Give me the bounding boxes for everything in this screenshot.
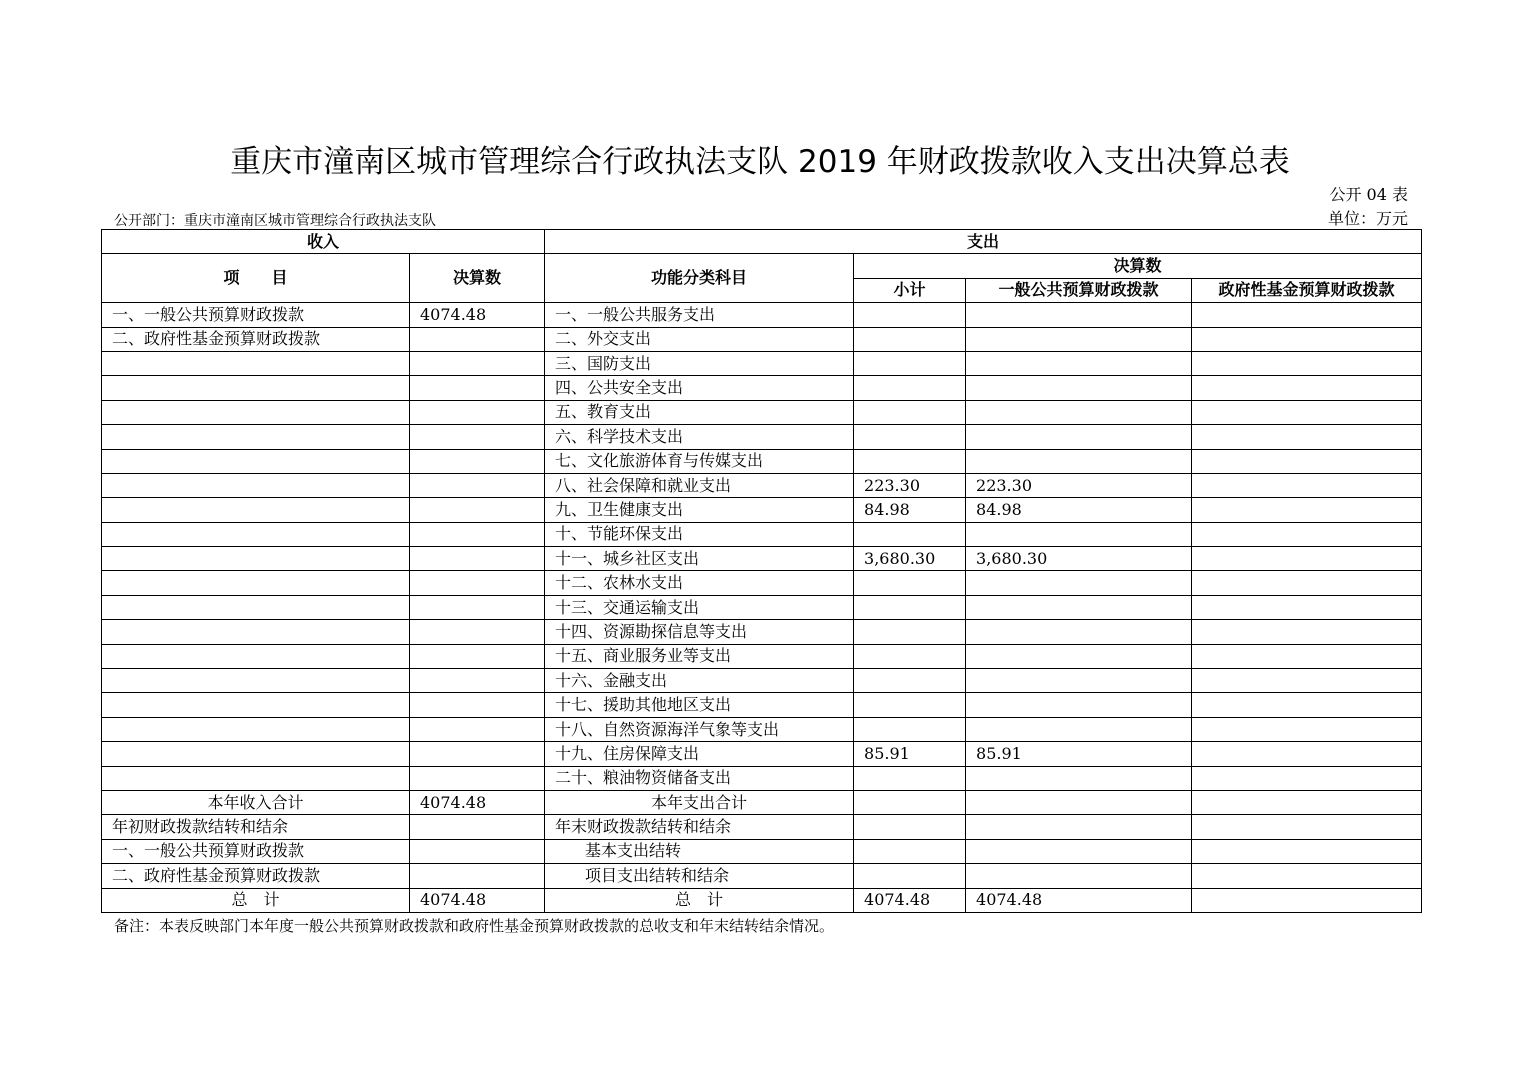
gov-fund-cell [1192,717,1422,741]
subtotal-cell [854,644,966,668]
general-budget-header: 一般公共预算财政拨款 [966,278,1192,302]
page-title: 重庆市潼南区城市管理综合行政执法支队 2019 年财政拨款收入支出决算总表 [230,144,1290,180]
table-row [102,742,1422,766]
function-category-cell: 十六、金融支出 [545,669,854,693]
table-row [102,473,1422,497]
function-category-cell: 三、国防支出 [545,351,854,375]
table-row [102,717,1422,741]
table-row [102,327,1422,351]
income-total-label: 本年收入合计 [102,790,410,814]
general-budget-cell [966,669,1192,693]
carry-begin-label: 年初财政拨款结转和结余 [102,815,410,839]
general-budget-cell [966,595,1192,619]
income-total-value: 4074.48 [410,790,545,814]
income-amount-cell [410,717,545,741]
begin-general-label: 一、一般公共预算财政拨款 [102,839,410,863]
gov-fund-cell [1192,571,1422,595]
table-row [102,425,1422,449]
income-amount-header: 决算数 [410,254,545,303]
table-row [102,815,1422,839]
budget-table [101,229,1422,913]
general-budget-cell: 223.30 [966,473,1192,497]
income-item-cell [102,717,410,741]
table-row [102,693,1422,717]
income-amount-cell [410,644,545,668]
function-category-cell: 二、外交支出 [545,327,854,351]
general-budget-cell [966,376,1192,400]
general-budget-cell: 85.91 [966,742,1192,766]
function-category-cell: 二十、粮油物资储备支出 [545,766,854,790]
income-amount-cell [410,693,545,717]
function-category-cell: 一、一般公共服务支出 [545,303,854,327]
table-row [102,888,1422,912]
gov-fund-cell [1192,595,1422,619]
general-budget-cell [966,766,1192,790]
subtotal-cell [854,717,966,741]
table-row [102,571,1422,595]
gov-fund-cell [1192,766,1422,790]
income-item-cell [102,766,410,790]
income-item-cell [102,473,410,497]
function-category-cell: 十八、自然资源海洋气象等支出 [545,717,854,741]
grand-total-expense-label: 总 计 [545,888,854,912]
general-budget-cell [966,620,1192,644]
subtotal-cell: 85.91 [854,742,966,766]
subtotal-cell [854,449,966,473]
gov-fund-header: 政府性基金预算财政拨款 [1192,278,1422,302]
subtotal-cell [854,571,966,595]
function-category-header: 功能分类科目 [545,254,854,303]
income-amount-cell [410,449,545,473]
general-budget-cell [966,571,1192,595]
grand-total-subtotal: 4074.48 [854,888,966,912]
income-item-cell: 一、一般公共预算财政拨款 [102,303,410,327]
form-number: 公开 04 表 [1329,185,1408,204]
income-amount-cell [410,351,545,375]
subtotal-header: 小计 [854,278,966,302]
income-item-cell: 二、政府性基金预算财政拨款 [102,327,410,351]
income-amount-cell [410,571,545,595]
gov-fund-cell [1192,473,1422,497]
gov-fund-cell [1192,351,1422,375]
general-budget-cell: 3,680.30 [966,547,1192,571]
general-budget-cell [966,400,1192,424]
table-row [102,547,1422,571]
unit-label: 单位：万元 [1327,209,1408,228]
function-category-cell: 十七、援助其他地区支出 [545,693,854,717]
general-budget-cell [966,644,1192,668]
income-item-cell [102,644,410,668]
table-row [102,400,1422,424]
function-category-cell: 十二、农林水支出 [545,571,854,595]
income-amount-cell [410,473,545,497]
subtotal-cell [854,376,966,400]
gov-fund-cell [1192,400,1422,424]
function-category-cell: 八、社会保障和就业支出 [545,473,854,497]
income-amount-cell [410,327,545,351]
gov-fund-cell [1192,620,1422,644]
table-row [102,303,1422,327]
income-item-cell [102,351,410,375]
table-row [102,766,1422,790]
subtotal-cell [854,327,966,351]
income-item-cell [102,669,410,693]
table-body [102,303,1422,791]
gov-fund-cell [1192,327,1422,351]
general-budget-cell [966,327,1192,351]
income-header: 收入 [102,230,545,254]
income-item-cell [102,547,410,571]
gov-fund-cell [1192,425,1422,449]
subtotal-cell [854,693,966,717]
income-item-cell [102,522,410,546]
general-budget-cell [966,717,1192,741]
income-item-cell [102,693,410,717]
income-item-cell [102,571,410,595]
gov-fund-cell [1192,693,1422,717]
grand-total-general: 4074.48 [966,888,1192,912]
function-category-cell: 七、文化旅游体育与传媒支出 [545,449,854,473]
gov-fund-cell [1192,669,1422,693]
subtotal-cell [854,669,966,693]
income-item-cell [102,742,410,766]
function-category-cell: 十九、住房保障支出 [545,742,854,766]
subtotal-cell [854,766,966,790]
gov-fund-cell [1192,449,1422,473]
function-category-cell: 六、科学技术支出 [545,425,854,449]
function-category-cell: 十三、交通运输支出 [545,595,854,619]
grand-total-income-value: 4074.48 [410,888,545,912]
function-category-cell: 十一、城乡社区支出 [545,547,854,571]
summary-body [102,790,1422,912]
general-budget-cell [966,425,1192,449]
table-row [102,620,1422,644]
table-row [102,644,1422,668]
gov-fund-cell [1192,644,1422,668]
function-category-cell: 四、公共安全支出 [545,376,854,400]
subtotal-cell [854,400,966,424]
income-amount-cell: 4074.48 [410,303,545,327]
income-amount-cell [410,522,545,546]
general-budget-cell [966,449,1192,473]
department-label: 公开部门：重庆市潼南区城市管理综合行政执法支队 [114,213,436,229]
general-budget-cell [966,303,1192,327]
gov-fund-cell [1192,547,1422,571]
income-amount-cell [410,498,545,522]
general-budget-cell: 84.98 [966,498,1192,522]
income-item-cell [102,400,410,424]
table-row [102,351,1422,375]
footnote: 备注：本表反映部门本年度一般公共预算财政拨款和政府性基金预算财政拨款的总收支和年末结转结余情况。 [114,917,835,935]
income-amount-cell [410,547,545,571]
basic-carry-label: 基本支出结转 [545,839,854,863]
table-row [102,864,1422,888]
table-row [102,498,1422,522]
gov-fund-cell [1192,376,1422,400]
income-amount-cell [410,742,545,766]
subtotal-cell: 223.30 [854,473,966,497]
expense-total-label: 本年支出合计 [545,790,854,814]
subtotal-cell [854,620,966,644]
function-category-cell: 十四、资源勘探信息等支出 [545,620,854,644]
income-item-cell [102,449,410,473]
general-budget-cell [966,693,1192,717]
gov-fund-cell [1192,522,1422,546]
carry-end-label: 年末财政拨款结转和结余 [545,815,854,839]
gov-fund-cell [1192,303,1422,327]
table-row [102,449,1422,473]
function-category-cell: 五、教育支出 [545,400,854,424]
function-category-cell: 十、节能环保支出 [545,522,854,546]
subtotal-cell [854,522,966,546]
subtotal-cell [854,303,966,327]
income-amount-cell [410,425,545,449]
function-category-cell: 十五、商业服务业等支出 [545,644,854,668]
gov-fund-cell [1192,498,1422,522]
table-row [102,839,1422,863]
subtotal-cell [854,595,966,619]
income-amount-cell [410,766,545,790]
function-category-cell: 九、卫生健康支出 [545,498,854,522]
table-row [102,669,1422,693]
income-item-cell [102,620,410,644]
begin-fund-label: 二、政府性基金预算财政拨款 [102,864,410,888]
income-amount-cell [410,376,545,400]
income-amount-cell [410,400,545,424]
subtotal-cell [854,351,966,375]
income-item-cell [102,595,410,619]
income-amount-cell [410,595,545,619]
subtotal-cell [854,425,966,449]
table-row [102,595,1422,619]
income-item-cell [102,425,410,449]
table-row [102,376,1422,400]
income-amount-cell [410,669,545,693]
income-item-cell [102,376,410,400]
general-budget-cell [966,351,1192,375]
project-carry-label: 项目支出结转和结余 [545,864,854,888]
subtotal-cell: 3,680.30 [854,547,966,571]
table-row [102,790,1422,814]
subtotal-cell: 84.98 [854,498,966,522]
table-row [102,522,1422,546]
income-amount-cell [410,620,545,644]
income-item-cell [102,498,410,522]
item-header: 项 目 [102,254,410,303]
final-amount-header: 决算数 [854,254,1422,278]
expense-header: 支出 [545,230,1422,254]
grand-total-income-label: 总 计 [102,888,410,912]
general-budget-cell [966,522,1192,546]
gov-fund-cell [1192,742,1422,766]
